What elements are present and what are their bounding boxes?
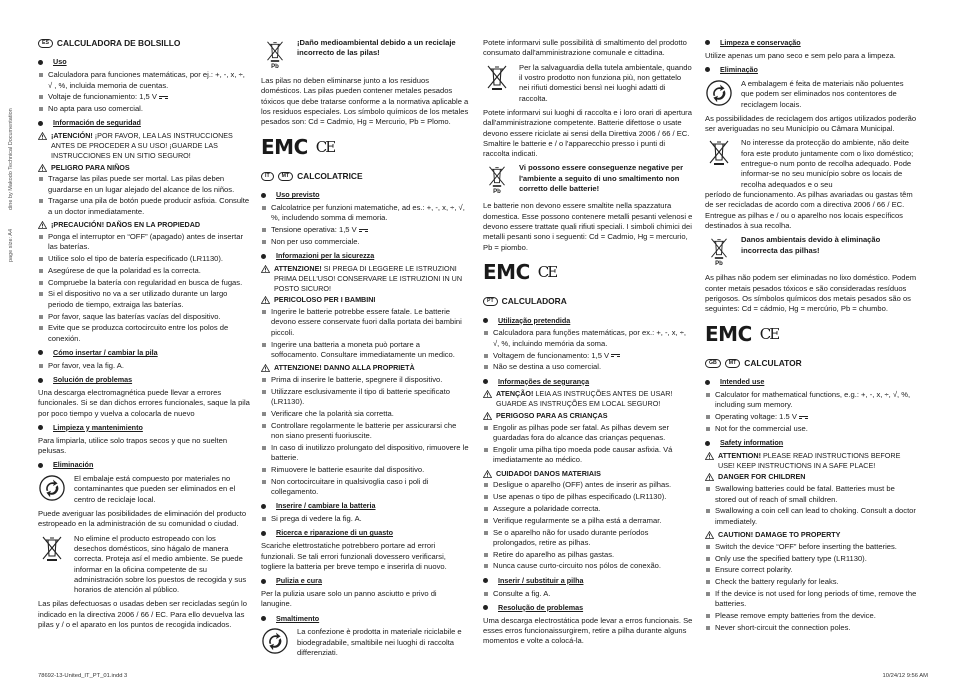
crossed-bin-icon <box>38 534 66 562</box>
list-item: Consulte a fig. A. <box>483 589 693 599</box>
pt-packaging-text: A embalagem é feita de materiais não poluentes que podem ser eliminados nos contentores de reciclagem locais. <box>741 78 904 109</box>
list-item: Não se destina a uso comercial. <box>483 362 693 372</box>
crossed-bin-icon <box>705 138 733 166</box>
column-it <box>261 38 469 662</box>
crossed-bin-pb-icon: Pb <box>261 38 289 72</box>
list-item: Never short-circuit the connection poles. <box>705 623 917 633</box>
recycle-icon <box>261 627 289 655</box>
es-battery-heading: Cómo insertar / cambiar la pila <box>38 348 250 358</box>
es-uso-list <box>38 70 250 114</box>
pt-cleaning-text: Utilize apenas um pano seco e sem pelo para a limpeza. <box>705 50 896 60</box>
es-problems-heading: Solución de problemas <box>38 375 250 385</box>
pt-property-warning: CUIDADO! DANOS MATERIAIS <box>483 469 693 479</box>
es-title: CALCULADORA DE BOLSILLO <box>56 38 181 48</box>
column-gb <box>705 38 917 636</box>
side-label-page: page size: A4 <box>8 228 14 262</box>
warning-icon <box>705 452 714 460</box>
it-battery-heading: Inserire / cambiare la batteria <box>261 501 469 511</box>
list-item: Si el dispositivo no va a ser utilizado durante un largo periodo de tiempo, extraiga las baterías. <box>38 289 250 310</box>
list-item: Utilizzare esclusivamente il tipo di batterie specificato (LR1130). <box>261 387 469 408</box>
it-bin-text: Per la salvaguardia della tutela ambientale, quando il vostro prodotto non funziona più, non gettatelo nei rifiuti domestici bensì nei luoghi adatti di raccolta. <box>519 62 692 103</box>
es-uso-heading: Uso <box>38 57 250 67</box>
es-pb-heading: ¡Daño medioambiental debido a un reciclaje incorrecto de las pilas! <box>297 38 456 58</box>
gb-property-warning: CAUTION! DAMAGE TO PROPERTY <box>705 530 917 540</box>
list-item: Calcolatrice per funzioni matematiche, ad es.: +, -, x, ÷, √, %, includendo somma di memoria. <box>261 203 469 224</box>
list-item: Calculator for mathematical functions, e.g.: +, -, x, ÷, √, %, including sum memory. <box>705 390 917 411</box>
list-item: Por favor, saque las baterías vacías del dispositivo. <box>38 312 250 322</box>
pt-safety-heading: Informações de segurança <box>483 377 693 387</box>
list-item: Engolir as pilhas pode ser fatal. As pilhas devem ser guardadas fora do alcance das crianças pequenas. <box>483 423 693 444</box>
it-children-warning: PERICOLOSO PER I BAMBINI <box>261 295 469 305</box>
list-item: Switch the device “OFF” before inserting the batteries. <box>705 542 917 552</box>
es-bin-text: No elimine el producto estropeado con los desechos domésticos, sino hágalo de manera correcta. Proteja así el medio ambiente. Se puede informar en la oficina competente de su administración sobre los puestos de recogida y sus horarios de atención al público. <box>74 533 247 595</box>
warning-icon <box>261 364 270 372</box>
gb-heading: GB MT CALCULATOR <box>705 358 917 369</box>
list-item: Retire do aparelho as pilhas gastas. <box>483 550 693 560</box>
es-battery-text: Las pilas defectuosas o usadas deben ser recicladas según lo indicado en la directiva 2006 / 66 / EC. Para ello devuelva las pilas y / o el aparato en los puntos de recogida indicados. <box>38 599 247 630</box>
side-label-doc: dine by Makodo Technical Documentation <box>8 108 14 210</box>
recycle-icon <box>705 79 733 107</box>
it-property-warning: ATTENZIONE! DANNO ALLA PROPRIETÀ <box>261 363 469 373</box>
list-item: Tragarse una pila de botón puede producir asfixia. Consulte a un doctor inmediatamente. <box>38 196 250 217</box>
list-item: Ensure correct polarity. <box>705 565 917 575</box>
it-safety-heading: Informazioni per la sicurezza <box>261 251 469 261</box>
list-item: Utilice solo el tipo de batería especificado (LR1130). <box>38 254 250 264</box>
it-pb-text: Le batterie non devono essere smaltite nella spazzatura domestica. Esse possono contenere metalli pesanti velenosi e devono essere trattate quali rifiuti speciali. I simboli chimici dei metalli pesanti sono i seguenti: Cd = Cadmio, Hg = mercurio, Pb = piombo. <box>483 201 693 252</box>
es-cleaning-text: Para limpiarla, utilice solo trapos secos y que no suelten pelusas. <box>38 435 228 455</box>
list-item: Nunca cause curto-circuito nos pólos de conexão. <box>483 561 693 571</box>
warning-icon <box>705 531 714 539</box>
it-packaging-text: La confezione è prodotta in materiale riciclabile e biodegradabile, smaltibile nei luoghi di raccolta differenziati. <box>297 627 462 658</box>
pt-disposal-text: As possibilidades de reciclagem dos artigos utilizados poderão ser averiguadas no seu Município ou Câmara Municipal. <box>705 113 917 134</box>
it-disposal-text: Potete informarvi sulle possibilità di smaltimento del prodotto consumato dall'amministrazione comunale e cittadina. <box>483 38 687 58</box>
list-item: Voltagem de funcionamento: 1,5 V <box>483 351 693 361</box>
es-disposal-text: Puede averiguar las posibilidades de eliminación del producto estropeado en la administración de su comunidad o ciudad. <box>38 508 247 529</box>
list-item: Only use the specified battery type (LR1130). <box>705 554 917 564</box>
list-item: Assegure a polaridade correcta. <box>483 504 693 514</box>
pt-problems-text: Uma descarga electrostática pode levar a erros funcionais. Se esses erros funcionaissurgirem, retire a pilha durante alguns momentos e volte a colocá-la. <box>483 615 693 646</box>
footer-file: 78692-13-United_IT_PT_01.indd 3 <box>38 673 128 680</box>
es-children-list <box>38 174 250 217</box>
list-item: Por favor, vea la fig. A. <box>38 361 250 371</box>
warning-icon <box>261 296 270 304</box>
list-item: Use apenas o tipo de pilhas especificado (LR1130). <box>483 492 693 502</box>
warning-icon <box>705 473 714 481</box>
list-item: Prima di inserire le batterie, spegnere il dispositivo. <box>261 375 469 385</box>
it-cleaning-text: Per la pulizia usare solo un panno asciutto e privo di lanugine. <box>261 588 437 609</box>
es-packaging-text: El embalaje está compuesto por materiales no contaminantes que pueden ser eliminados en el centro de reciclaje local. <box>74 474 236 504</box>
pt-problems-heading: Resolução de problemas <box>483 603 693 613</box>
list-item: Evite que se produzca cortocircuito entre los polos de conexión. <box>38 323 250 344</box>
pt-pb-heading: Danos ambientais devido à eliminação incorrecta das pilhas! <box>741 235 881 255</box>
es-disposal-heading: Eliminación <box>38 460 250 470</box>
gb-attention-warning: ATTENTION! PLEASE READ INSTRUCTIONS BEFORE USE! KEEP INSTRUCTIONS IN A SAFE PLACE! <box>705 451 917 471</box>
list-item: Se o aparelho não for usado durante períodos prolongados, retire as pilhas. <box>483 528 693 549</box>
footer-date: 10/24/12 9:56 AM <box>882 673 928 680</box>
it-pb-heading: Vi possono essere conseguenze negative per l'ambiente a seguito di uno smaltimento non corretto delle batterie! <box>519 163 684 194</box>
pt-disposal-heading: Eliminação <box>705 65 917 75</box>
column-pt <box>483 38 693 651</box>
it-cleaning-heading: Pulizia e cura <box>261 576 469 586</box>
pt-attention-warning: ATENÇÃO! LEIA AS INSTRUÇÕES ANTES DE USAR! GUARDE AS INSTRUÇÕES EM LOCAL SEGURO! <box>483 389 693 409</box>
warning-icon <box>261 265 270 273</box>
list-item: Ingerire una batteria a moneta può portare a soffocamento. Consultare immediatamente un medico. <box>261 340 469 361</box>
warning-icon <box>38 221 47 229</box>
list-item: Calculadora para funções matemáticas, por ex.: +, -, x, ÷, √, %, incluindo memória da soma. <box>483 328 693 349</box>
list-item: Compruebe la batería con regularidad en busca de fugas. <box>38 278 250 288</box>
list-item: Si prega di vedere la fig. A. <box>261 514 469 524</box>
es-badge: ES <box>38 39 53 48</box>
list-item: Non per uso commerciale. <box>261 237 469 247</box>
it-attention-warning: ATTENZIONE! SI PREGA DI LEGGERE LE ISTRUZIONI PRIMA DELL'USO! CONSERVARE LE ISTRUZIONI IN UN POSTO SICURO! <box>261 264 469 293</box>
warning-icon <box>483 412 492 420</box>
list-item: Swallowing batteries could be fatal. Batteries must be stored out of reach of small children. <box>705 484 917 505</box>
it-heading: IT MT CALCOLATRICE <box>261 171 469 182</box>
list-item: Verifique regularmente se a pilha está a derramar. <box>483 516 693 526</box>
pt-title: CALCULADORA <box>501 296 567 307</box>
list-item: Engolir uma pilha tipo moeda pode causar asfixia. Vá imediatamente ao médico. <box>483 445 693 466</box>
list-item: Tensione operativa: 1,5 V <box>261 225 469 235</box>
list-item: If the device is not used for long periods of time, remove the batteries. <box>705 589 917 610</box>
list-item: Asegúrese de que la polaridad es la correcta. <box>38 266 250 276</box>
list-item: Operating voltage: 1.5 V <box>705 412 917 422</box>
list-item: Verificare che la polarità sia corretta. <box>261 409 469 419</box>
pt-pb-text: As pilhas não podem ser eliminadas no lixo doméstico. Podem conter metais pesados tóxicos e são consideradas resíduos perigosos. Os símbolos químicos dos metais pesados são os seguintes: Cd = cádmio, Hg = mercúrio, Pb = chumbo. <box>705 273 917 314</box>
es-heading <box>38 38 250 49</box>
list-item: Please remove empty batteries from the device. <box>705 611 917 621</box>
list-item: Tragarse las pilas puede ser mortal. Las pilas deben guardarse en un lugar alejado del alcance de los niños. <box>38 174 250 195</box>
list-item: Not for the commercial use. <box>705 424 917 434</box>
list-item: Check the battery regularly for leaks. <box>705 577 917 587</box>
crossed-bin-pb-icon: Pb <box>705 235 733 269</box>
crossed-bin-pb-icon: Pb <box>483 163 511 197</box>
gb-children-warning: DANGER FOR CHILDREN <box>705 472 917 482</box>
list-item: Rimuovere le batterie esaurite dal dispositivo. <box>261 465 469 475</box>
es-children-warning: PELIGRO PARA NIÑOS <box>38 163 250 173</box>
it-collection-text: Potete informarvi sui luoghi di raccolta e i loro orari di apertura dall'amministrazione competente. Batterie difettose o usate devono essere riciclate ai sensi della Direttiva 2006 / 66 / EC. Smaltire le batterie e / o l'apparecchio presso i punti di raccolta indicati. <box>483 107 692 159</box>
it-fault-heading: Ricerca e riparazione di un guasto <box>261 528 469 538</box>
es-safety-heading: Información de seguridad <box>38 118 250 128</box>
gb-safety-heading: Safety information <box>705 438 917 448</box>
gb-uso-heading: Intended use <box>705 377 917 387</box>
es-property-warning: ¡PRECAUCIÓN! DAÑOS EN LA PROPIEDAD <box>38 220 250 230</box>
it-title: CALCOLATRICE <box>297 170 363 181</box>
list-item: In caso di inutilizzo prolungato del dispositivo, rimuovere le batterie. <box>261 443 469 464</box>
warning-icon <box>38 132 47 140</box>
list-item: Controllare regolarmente le batterie per assicurarsi che non siano presenti fuoriuscite. <box>261 421 469 442</box>
list-item: Ingerire le batterie potrebbe essere fatale. Le batterie devono essere conservate fuori dalla portata dei bambini piccoli. <box>261 307 469 338</box>
warning-icon <box>38 164 47 172</box>
pt-bin-text: No interesse da protecção do ambiente, não deite fora este produto juntamente com o lixo doméstico; entregue-o num ponto de recolha adequado. Pode informar-se no seu município sobre os locais de recolha adequados e o seu <box>741 138 914 189</box>
list-item: Ponga el interruptor en “OFF” (apagado) antes de insertar las baterías. <box>38 232 250 253</box>
emc-ce-mark: EMC CE <box>261 134 335 159</box>
recycle-icon <box>38 474 66 502</box>
list-item: Voltaje de funcionamiento: 1,5 V <box>38 92 250 102</box>
emc-ce-mark: EMC CE <box>705 321 779 346</box>
pt-cleaning-heading: Limpeza e conservação <box>705 38 917 48</box>
it-disposal-heading: Smaltimento <box>261 614 469 624</box>
es-attention-warning: ¡ATENCIÓN! ¡POR FAVOR, LEA LAS INSTRUCCIONES ANTES DE PROCEDER A SU USO! ¡GUARDE LAS INSTRUCCIONES EN UN SITIO SEGURO! <box>38 131 250 160</box>
warning-icon <box>483 470 492 478</box>
pt-children-warning: PERIGOSO PARA AS CRIANÇAS <box>483 411 693 421</box>
pt-heading: PT CALCULADORA <box>483 296 693 307</box>
emc-ce-mark: EMC CE <box>483 260 557 284</box>
warning-icon <box>483 390 492 398</box>
es-property-list <box>38 232 250 344</box>
es-problems-text: Una descarga electromagnética puede llevar a errores funcionales. Si se dan dichos errores funcionales, saque la pila por poco tiempo y vuelva a colocarla de nuevo <box>38 387 250 418</box>
list-item: Swallowing a coin cell can lead to choking. Consult a doctor immediately. <box>705 506 917 527</box>
es-pb-text: Las pilas no deben eliminarse junto a los residuos domésticos. Las pilas pueden contener metales pesados tóxicos que debe tratarse conforme a la normativa aplicable a los residuos especiales. Los símbolo químicos de los metales pesados son: Cd = Cadmio, Hg = Mercurio, Pb = Plomo. <box>261 76 469 127</box>
crossed-bin-icon <box>483 63 511 91</box>
pt-battery-heading: Inserir / substituir a pilha <box>483 576 693 586</box>
pt-bin-text-cont: período de funcionamento. As pilhas avariadas ou gastas têm de ser recicladas de acordo com a directiva 2006 / 66 / EC. Entregue as pilhas e / ou o aparelho nos locais específicos destinados à sua recolha. <box>705 190 913 230</box>
pt-uso-heading: Utilização pretendida <box>483 316 693 326</box>
gb-title: CALCULATOR <box>744 357 802 368</box>
list-item: Calculadora para funciones matemáticas, por ej.: +, -, x, ÷, √ , %, incluida memoria de cuentas. <box>38 70 250 91</box>
list-item: Non cortocircuitare in qualsivoglia caso i poli di collegamento. <box>261 477 469 498</box>
list-item: No apta para uso comercial. <box>38 104 250 114</box>
es-cleaning-heading: Limpieza y mantenimiento <box>38 423 250 433</box>
column-es <box>38 38 250 634</box>
list-item: Desligue o aparelho (OFF) antes de inserir as pilhas. <box>483 480 693 490</box>
it-uso-heading: Uso previsto <box>261 190 469 200</box>
it-fault-text: Scariche elettrostatiche potrebbero portare ad errori funzionali. Se tali errori funzionali dovessero verificarsi, togliere la batteria per breve tempo e inserirla di nuovo. <box>261 541 447 571</box>
